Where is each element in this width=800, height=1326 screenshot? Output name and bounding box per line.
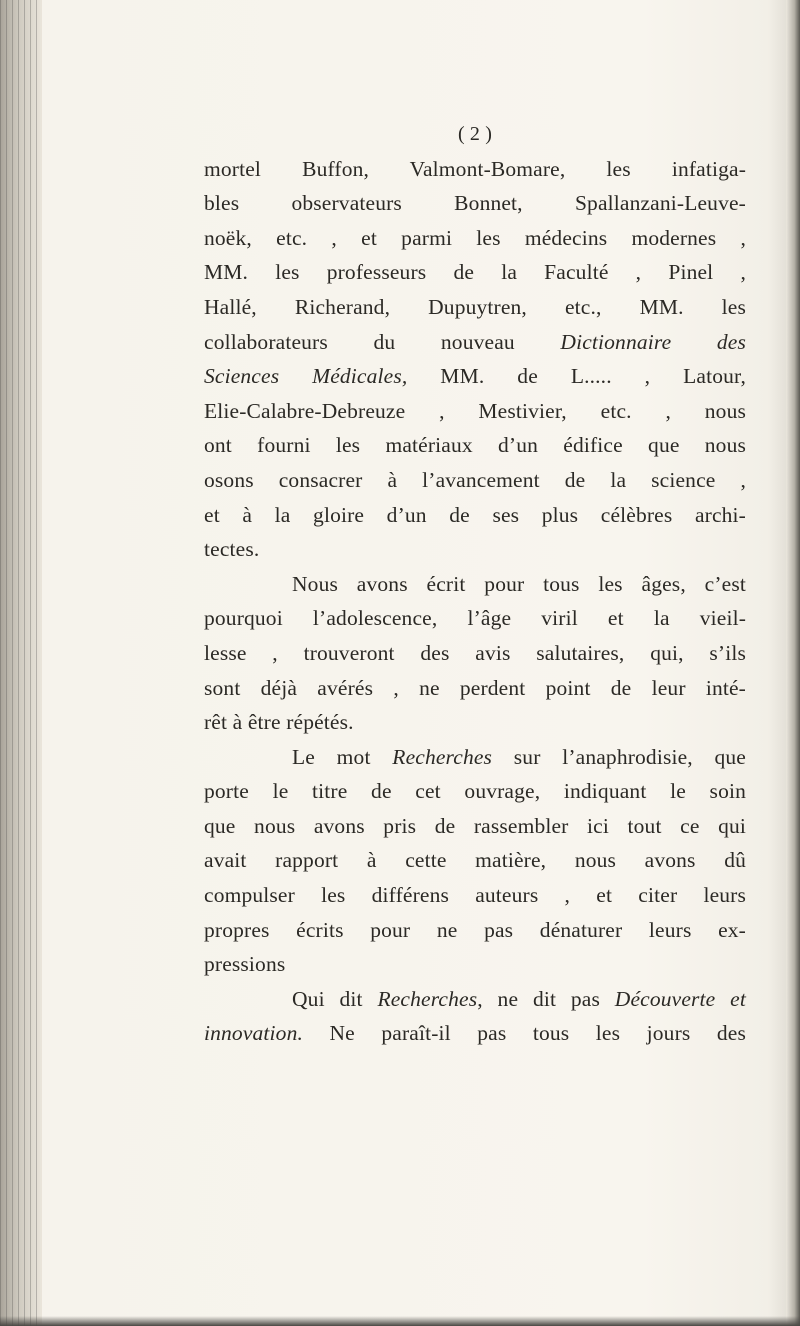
text-line (204, 325, 746, 360)
text-run: Le mot (292, 744, 393, 769)
italic-word: Recherches (392, 744, 493, 769)
italic-title: Sciences Médicales, (204, 364, 408, 389)
book-spine-shadow (0, 0, 42, 1326)
text-line: tectes. (204, 537, 260, 562)
text-line: osons consacrer à l’avancement de la science , (204, 467, 746, 492)
text-line (204, 1016, 746, 1051)
text-line (204, 982, 746, 1017)
italic-word: Recherches (377, 986, 478, 1011)
text-run: Qui dit (292, 986, 378, 1011)
text-line: compulser les différens auteurs , et citer leurs (204, 883, 746, 908)
page-number: ( 2 ) (457, 123, 493, 145)
text-line: sont déjà avérés , ne perdent point de leur inté- (204, 675, 746, 700)
text-line: Hallé, Richerand, Dupuytren, etc., MM. les (204, 294, 746, 319)
text-line: rêt à être répétés. (204, 710, 354, 735)
italic-title: Dictionnaire des (560, 329, 747, 354)
text-line: propres écrits pour ne pas dénaturer leurs ex- (204, 917, 746, 942)
text-line: mortel Buffon, Valmont-Bomare, les infatiga- (204, 156, 746, 181)
page-bottom-shadow (0, 1316, 800, 1326)
text-line: pressions (204, 952, 286, 977)
text-line: porte le titre de cet ouvrage, indiquant le soin (204, 779, 746, 804)
text-run: sur l’anaphrodisie, que (492, 744, 746, 769)
text-line: que nous avons pris de rassembler ici tout ce qui (204, 813, 746, 838)
italic-word: innovation. (204, 1021, 303, 1046)
page-text (204, 117, 746, 1051)
text-run: , ne dit pas (477, 986, 615, 1011)
text-line: Nous avons écrit pour tous les âges, c’est (292, 571, 746, 596)
text-line: lesse , trouveront des avis salutaires, qui, s’ils (204, 640, 746, 665)
text-line: et à la gloire d’un de ses plus célèbres archi- (204, 502, 746, 527)
text-line: ont fourni les matériaux d’un édifice que nous (204, 433, 746, 458)
text-run: Ne paraît-il pas tous les jours des (303, 1021, 746, 1046)
text-line: Elie-Calabre-Debreuze , Mestivier, etc. , nous (204, 398, 746, 423)
text-line: MM. les professeurs de la Faculté , Pinel , (204, 260, 746, 285)
text-line (204, 359, 746, 394)
page-edge-shadow (786, 0, 800, 1326)
text-run: MM. de L..... , Latour, (407, 364, 746, 389)
text-line: avait rapport à cette matière, nous avons dû (204, 848, 746, 873)
text-line: noëk, etc. , et parmi les médecins modernes , (204, 225, 746, 250)
text-run: collaborateurs du nouveau (204, 329, 561, 354)
italic-word: Découverte et (614, 986, 746, 1011)
text-line: pourquoi l’adolescence, l’âge viril et la vieil- (204, 606, 746, 631)
text-line (204, 740, 746, 775)
text-line: bles observateurs Bonnet, Spallanzani-Leuve- (204, 191, 746, 216)
